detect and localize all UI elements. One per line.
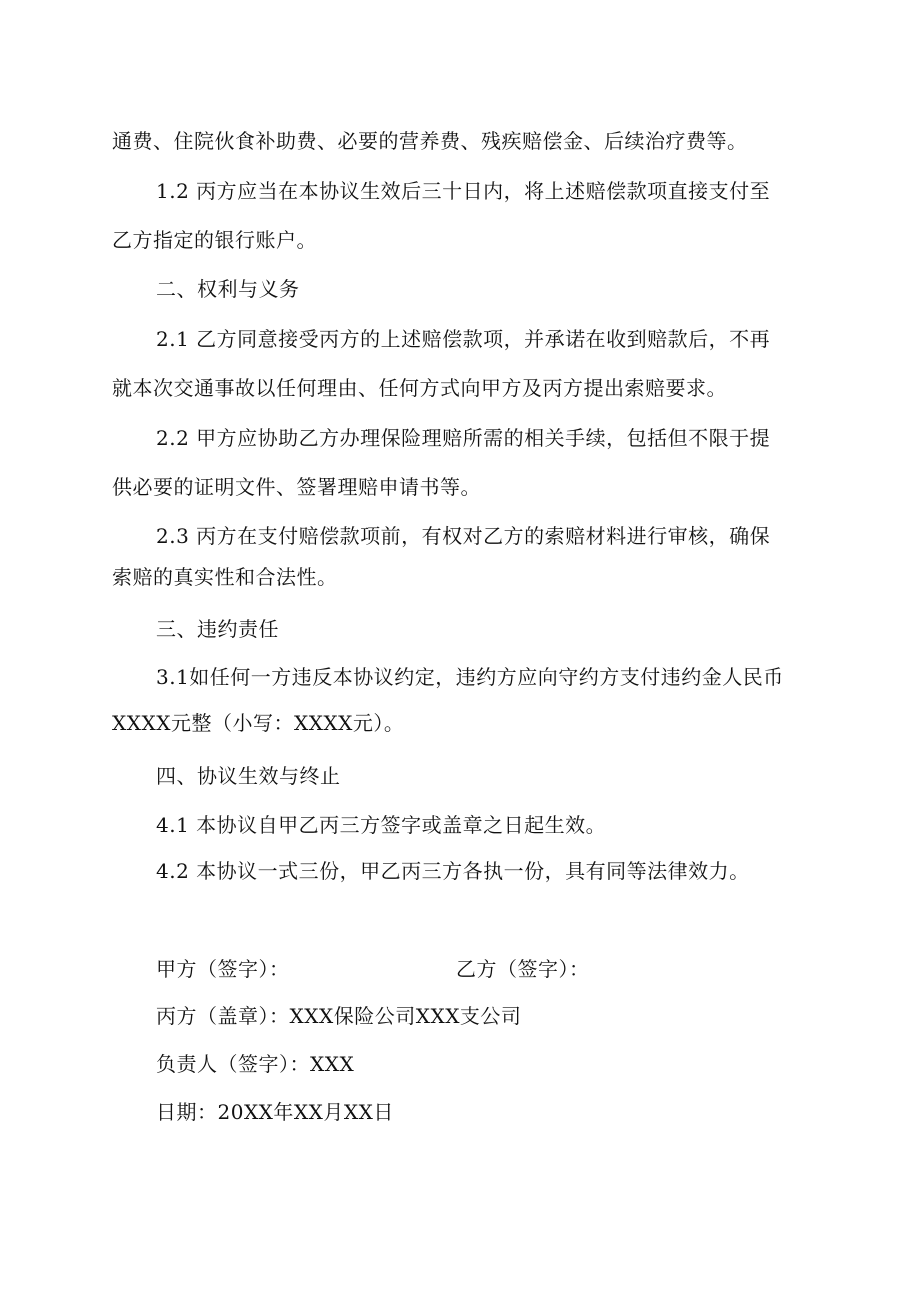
signature-party-c: 丙方（盖章）：XXX保险公司XXX支公司 <box>156 1004 522 1028</box>
section-heading-rights-obligations: 二、权利与义务 <box>156 277 300 301</box>
paragraph-4-1: 4.1 本协议自甲乙丙三方签字或盖章之日起生效。 <box>156 813 607 837</box>
paragraph-2-3-line-1: 2.3 丙方在支付赔偿款项前，有权对乙方的索赔材料进行审核，确保 <box>156 524 771 548</box>
paragraph-2-1-line-1: 2.1 乙方同意接受丙方的上述赔偿款项，并承诺在收到赔款后，不再 <box>156 327 771 351</box>
paragraph-2-3-line-2: 索赔的真实性和合法性。 <box>112 565 338 589</box>
paragraph-2-1-line-2: 就本次交通事故以任何理由、任何方式向甲方及丙方提出索赔要求。 <box>112 376 727 400</box>
paragraph-1-1-continued: 通费、住院伙食补助费、必要的营养费、残疾赔偿金、后续治疗费等。 <box>112 129 748 153</box>
paragraph-4-2: 4.2 本协议一式三份，甲乙丙三方各执一份，具有同等法律效力。 <box>156 859 750 883</box>
paragraph-2-2-line-1: 2.2 甲方应协助乙方办理保险理赔所需的相关手续，包括但不限于提 <box>156 426 771 450</box>
signature-party-a: 甲方（签字）： <box>156 957 290 981</box>
paragraph-3-1-line-2: XXXX元整（小写：XXXX元）。 <box>112 711 405 735</box>
paragraph-3-1-line-1: 3.1如任何一方违反本协议约定，违约方应向守约方支付违约金人民币 <box>156 665 784 689</box>
signature-responsible-person: 负责人（签字）：XXX <box>156 1052 355 1076</box>
signature-date: 日期：20XX年XX月XX日 <box>156 1100 394 1124</box>
section-heading-effect-termination: 四、协议生效与终止 <box>156 764 341 788</box>
paragraph-1-2-line-1: 1.2 丙方应当在本协议生效后三十日内，将上述赔偿款项直接支付至 <box>156 179 771 203</box>
section-heading-breach-liability: 三、违约责任 <box>156 617 279 641</box>
signature-party-b: 乙方（签字）： <box>456 957 590 981</box>
paragraph-2-2-line-2: 供必要的证明文件、签署理赔申请书等。 <box>112 475 481 499</box>
paragraph-1-2-line-2: 乙方指定的银行账户。 <box>112 228 317 252</box>
